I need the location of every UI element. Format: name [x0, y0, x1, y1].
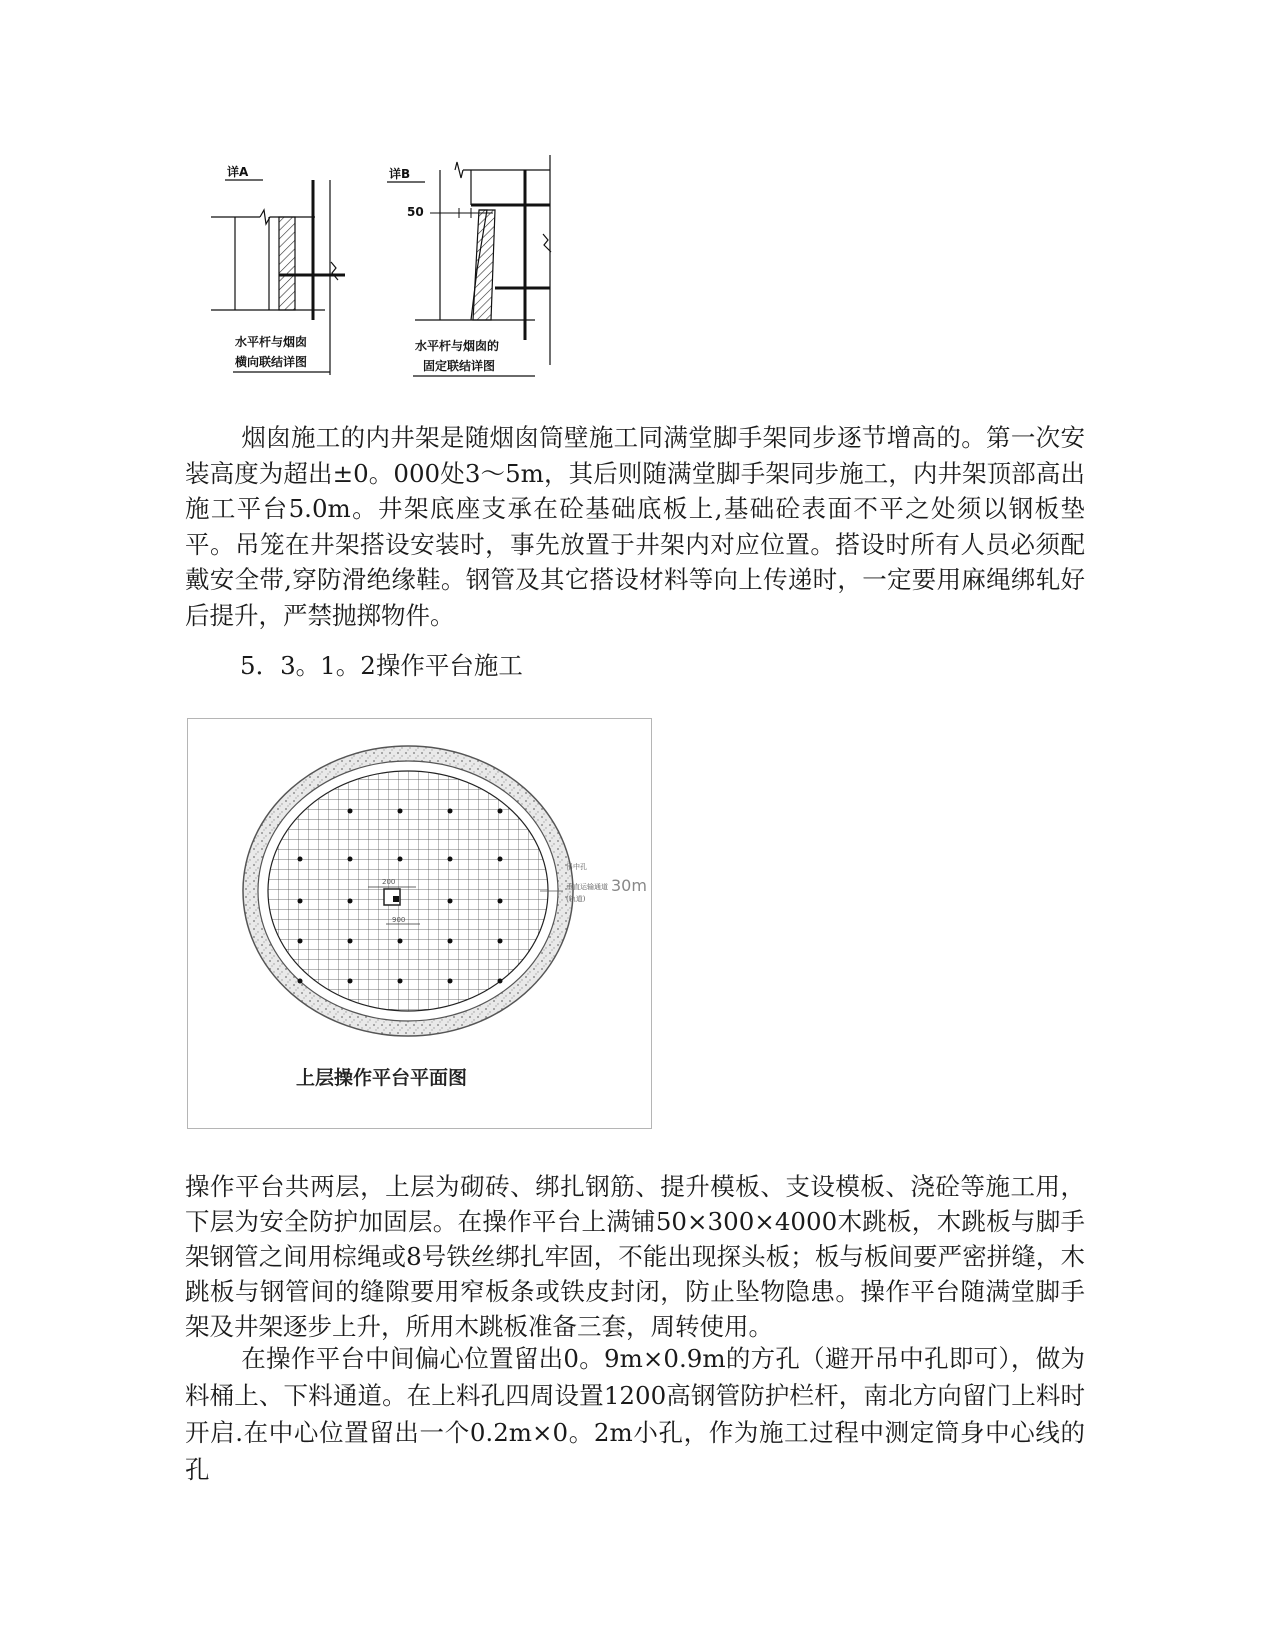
detail-b-drawing — [375, 150, 575, 400]
detail-b-dimension: 50 — [407, 205, 424, 219]
detail-b-caption-line2: 固定联结详图 — [423, 359, 496, 373]
plan-annotation-size: 30m — [611, 876, 647, 895]
paragraph-inner-frame — [185, 420, 1085, 633]
detail-a-caption-line2: 横向联结详图 — [235, 355, 308, 369]
detail-b-caption-line1: 水平杆与烟囱的 — [415, 339, 500, 353]
platform-grid — [268, 771, 548, 1011]
paragraph-material-hole — [185, 1340, 1085, 1488]
paragraph-inner-frame-text: 烟囱施工的内井架是随烟囱筒壁施工同满堂脚手架同步逐节增高的。第一次安装高度为超出±0。000处3～5m，其后则随满堂脚手架同步施工，内井架顶部高出施工平台5.0m。井架底座支承在砼基础底板上,基础砼表面不平之处须以钢板垫平。吊笼在井架搭设安装时，事先放置于井架内对应位置。搭设时所有人员必须配戴安全带,穿防滑绝缘鞋。钢管及其它搭设材料等向上传递时，一定要用麻绳绑轧好后提升，严禁抛掷物件。 — [185, 423, 1085, 630]
plan-dim-large: 900 — [392, 916, 406, 924]
detail-a-drawing — [205, 160, 355, 400]
section-heading: 5．3。1。2操作平台施工 — [240, 651, 523, 680]
detail-a-figure — [205, 160, 355, 400]
plan-title: 上层操作平台平面图 — [296, 1067, 468, 1089]
plan-annotation-line2: 垂直运输通道 — [566, 883, 608, 891]
plan-annotation-line1: 吊中孔 — [566, 863, 587, 871]
paragraph-material-hole-text: 在操作平台中间偏心位置留出0。9m×0.9m的方孔（避开吊中孔即可），做为料桶上、下料通道。在上料孔四周设置1200高钢管防护栏杆，南北方向留门上料时开启.在中心位置留出一个0.2m×0。2m小孔，作为施工过程中测定筒身中心线的孔 — [185, 1344, 1085, 1484]
paragraph-platform-layers: 操作平台共两层，上层为砌砖、绑扎钢筋、提升模板、支设模板、浇砼等施工用，下层为安全防护加固层。在操作平台上满铺50×300×4000木跳板，木跳板与脚手架钢管之间用棕绳或8号铁丝绑扎牢固，不能出现探头板；板与板间要严密拼缝，木跳板与钢管间的缝隙要用窄板条或铁皮封闭，防止坠物隐患。操作平台随满堂脚手架及井架逐步上升，所用木跳板准备三套，周转使用。 — [185, 1172, 1085, 1341]
platform-plan-figure — [187, 718, 652, 1129]
detail-a-label: 详A — [227, 165, 249, 179]
plan-annotation-line3: (轨道) — [566, 895, 586, 903]
platform-plan-drawing — [188, 719, 651, 1128]
plan-dim-small: 200 — [382, 878, 396, 886]
detail-b-label: 详B — [389, 167, 411, 181]
detail-b-figure — [375, 150, 575, 400]
detail-a-caption-line1: 水平杆与烟囱 — [235, 335, 308, 349]
